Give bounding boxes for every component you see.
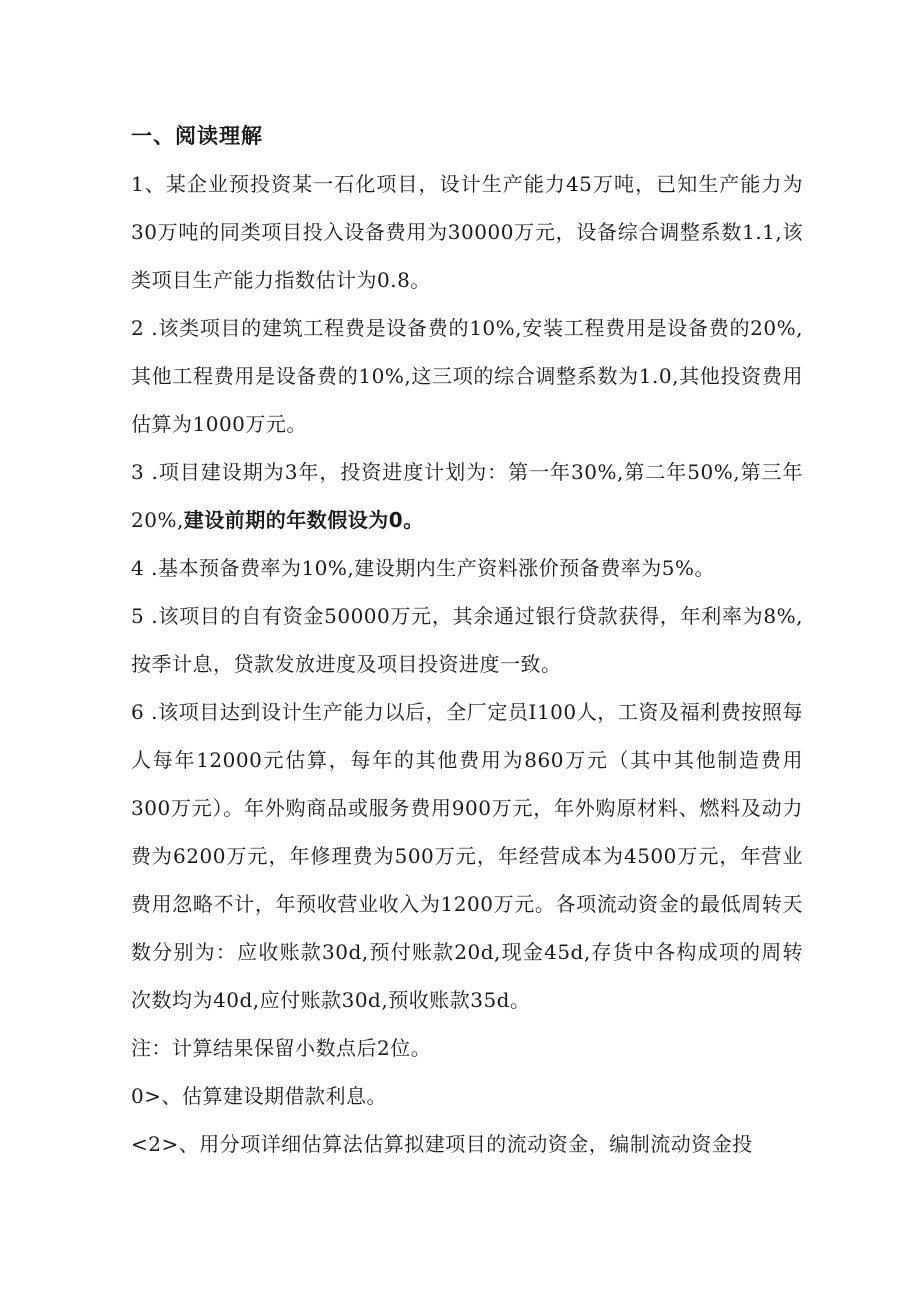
paragraph-1: 1、某企业预投资某一石化项目，设计生产能力45万吨，已知生产能力为30万吨的同类项目投入设备费用为30000万元，设备综合调整系数1.1,该类项目生产能力指数估计为0.8。 (131, 172, 803, 292)
paragraph-3-text: 3 .项目建设期为3年，投资进度计划为：第一年30%,第二年50%,第三年20%, (131, 460, 803, 532)
document-page (131, 112, 803, 1168)
paragraph-5: 5 .该项目的自有资金50000万元，其余通过银行贷款获得，年利率为8%,按季计息，贷款发放进度及项目投资进度一致。 (131, 604, 803, 676)
section-heading: 一、阅读理解 (131, 124, 263, 148)
paragraph-6: 6 .该项目达到设计生产能力以后，全厂定员I100人，工资及福利费按照每人每年12000元估算，每年的其他费用为860万元（其中其他制造费用300万元）。年外购商品或服务费用900万元，年外购原材料、燃料及动力费为6200万元，年修理费为500万元，年经营成本为4500万元，年营业费用忽略不计，年预收营业收入为1200万元。各项流动资金的最低周转天数分别为：应收账款30d,预付账款20d,现金45d,存货中各构成项的周转次数均为40d,应付账款30d,预收账款35d。 (131, 700, 803, 1012)
question-1: 0>、估算建设期借款利息。 (131, 1084, 387, 1108)
paragraph-3-bold-text: 建设前期的年数假设为0。 (183, 508, 424, 532)
paragraph-4: 4 .基本预备费率为10%,建设期内生产资料涨价预备费率为5%。 (131, 556, 715, 580)
paragraph-2: 2 .该类项目的建筑工程费是设备费的10%,安装工程费用是设备费的20%,其他工程费用是设备费的10%,这三项的综合调整系数为1.0,其他投资费用估算为1000万元。 (131, 316, 803, 436)
note-line: 注：计算结果保留小数点后2位。 (131, 1036, 432, 1060)
paragraph-3 (131, 448, 803, 544)
question-2: <2>、用分项详细估算法估算拟建项目的流动资金，编制流动资金投 (131, 1132, 753, 1156)
